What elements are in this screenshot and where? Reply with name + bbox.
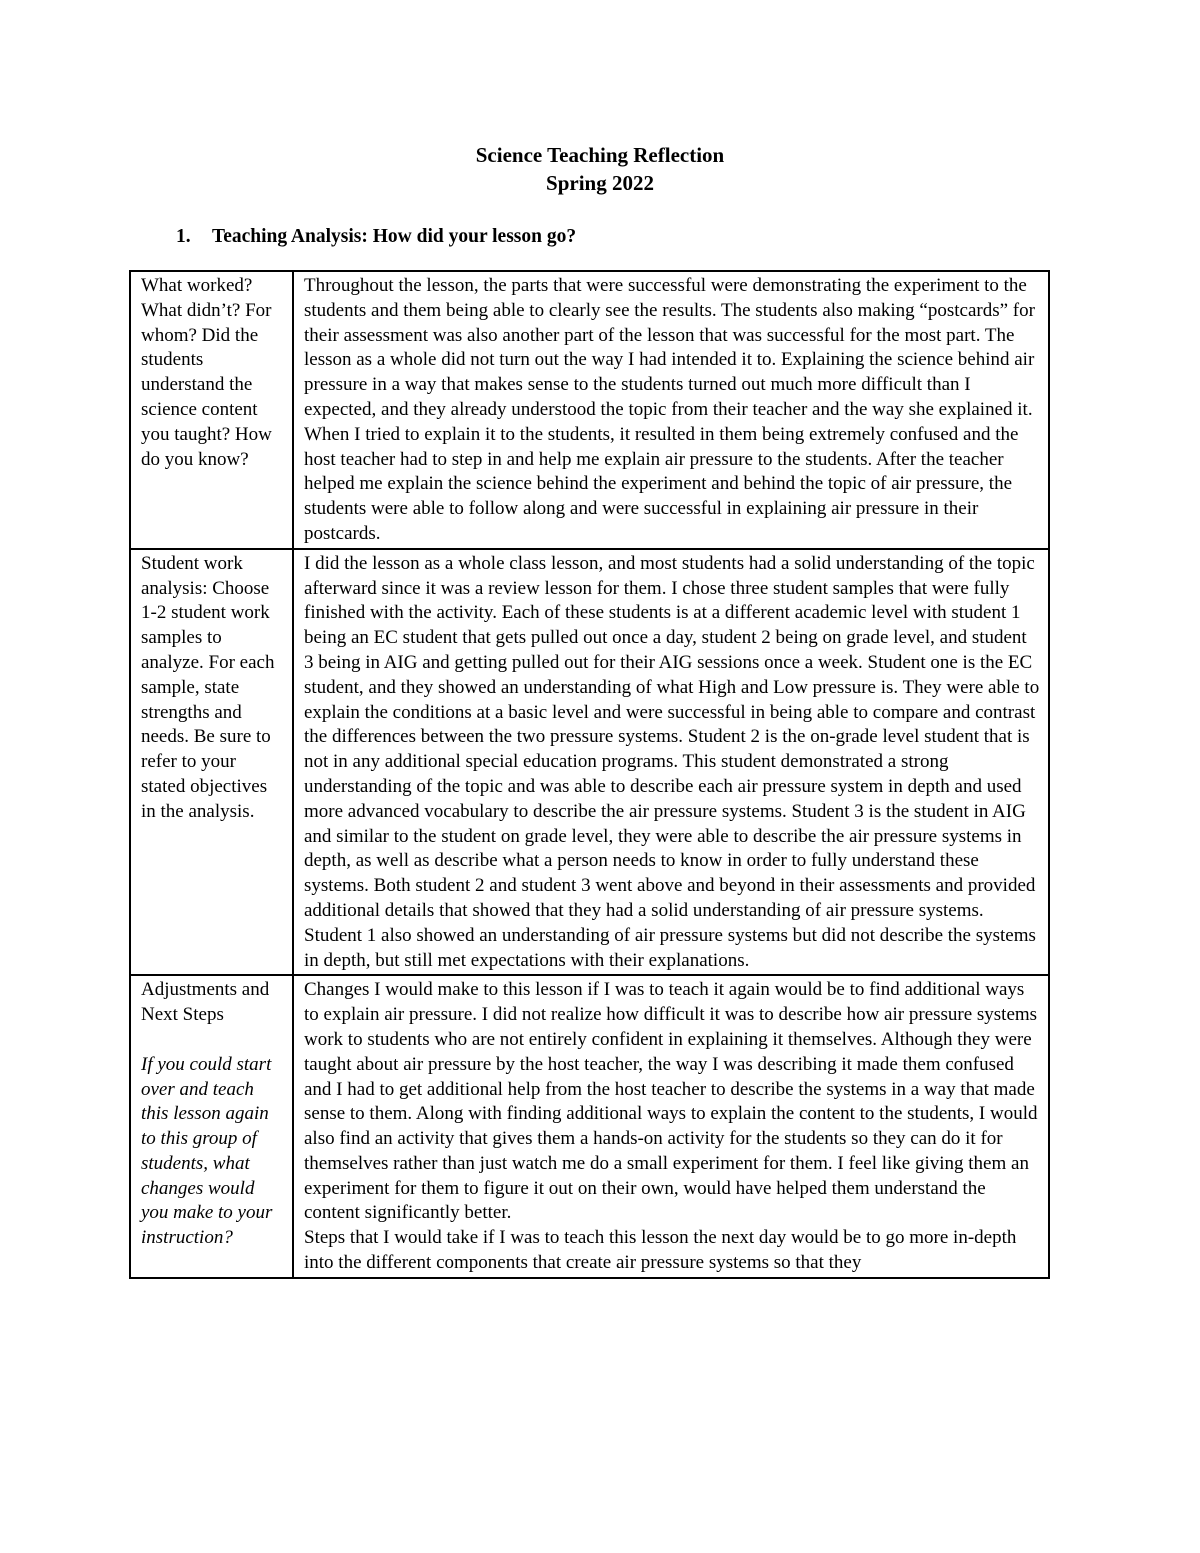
answer-text: I did the lesson as a whole class lesson, and most students had a solid understanding of the topic afterward since it was a review lesson for them. I chose three student samples that were fully finished with the activity. Each of these students is at a different academic level with student 1 being an EC student that gets pulled out once a day, student 2 being on grade level, and student 3 being in AIG and getting pulled out for their AIG sessions once a week. Student one is the EC student, and they showed an understanding of what High and Low pressure is. They were able to explain the conditions at a basic level and were successful in being able to compare and contrast the differences between the two pressure systems. Student 2 is the on-grade level student that is not in any additional special education programs. This student demonstrated a strong understanding of the topic and was able to describe each air pressure system in depth and used more advanced vocabulary to describe the air pressure systems. Student 3 is the student in AIG and similar to the student on grade level, they were able to describe the air pressure systems in depth, as well as describe what a person needs to know in order to fully understand these systems. Both student 2 and student 3 went above and beyond in their assessments and provided additional details that showed that they had a solid understanding of air pressure systems. Student 1 also showed an understanding of air pressure systems but did not describe the systems in depth, but still met expectations with their explanations.: [304, 552, 1040, 971]
reflection-table: [129, 270, 1050, 1279]
answer-text-continued: Steps that I would take if I was to teach this lesson the next day would be to go more in-depth into the different components that create air pressure systems so that they: [304, 1227, 1017, 1274]
prompt-cell: [130, 975, 293, 1278]
table-row: [130, 975, 1049, 1278]
prompt-question: If you could start over and teach this lesson again to this group of students, what changes would you make to your instruction?: [141, 1053, 273, 1249]
prompt-cell: [130, 271, 293, 549]
table-row: [130, 549, 1049, 976]
prompt-cell: [130, 549, 293, 976]
section-heading-text: Teaching Analysis: How did your lesson go?: [212, 226, 577, 247]
table-row: [130, 271, 1049, 549]
answer-cell: [293, 271, 1049, 549]
prompt-text: Adjustments and Next Steps: [141, 979, 270, 1026]
section-heading: [176, 224, 576, 250]
prompt-text: Student work analysis: Choose 1-2 student work samples to analyze. For each sample, state strengths and needs. Be sure to refer to your stated objectives in the analysis.: [141, 552, 275, 822]
prompt-text: What worked? What didn’t? For whom? Did the students understand the science content you taught? How do you know?: [141, 275, 272, 470]
answer-cell: [293, 549, 1049, 976]
document-subtitle: Spring 2022: [546, 171, 654, 195]
prompt-spacer: [141, 1028, 284, 1053]
answer-text: Throughout the lesson, the parts that were successful were demonstrating the experiment to the students and them being able to clearly see the results. The students also making “postcards” for their assessment was also another part of the lesson that was successful for the most part. The lesson as a whole did not turn out the way I had intended it to. Explaining the science behind air pressure in a way that makes sense to the students turned out much more difficult than I expected, and they already understood the topic from their teacher and the way she explained it. When I tried to explain it to the students, it resulted in them being extremely confused and the host teacher had to step in and help me explain air pressure to the students. After the teacher helped me explain the science behind the experiment and behind the topic of air pressure, the students were able to follow along and were successful in explaining air pressure in their postcards.: [304, 275, 1035, 544]
answer-text: Changes I would make to this lesson if I was to teach it again would be to find additional ways to explain air pressure. I did not realize how difficult it was to describe how air pressure systems work to students who are not entirely confident in explaining it themselves. Although they were taught about air pressure by the host teacher, the way I was describing it made them confused and I had to get additional help from the host teacher to describe the systems in a way that made sense to them. Along with finding additional ways to explain the content to the students, I would also find an activity that gives them a hands-on activity for the students so they can do it for themselves rather than just watch me do a small experiment for them. I feel like giving them an experiment for them to figure it out on their own, would have helped them understand the content significantly better.: [304, 979, 1038, 1224]
answer-cell: [293, 975, 1049, 1278]
document-title: Science Teaching Reflection: [475, 143, 725, 167]
title-block: [0, 141, 1200, 197]
section-number: 1.: [176, 226, 191, 247]
